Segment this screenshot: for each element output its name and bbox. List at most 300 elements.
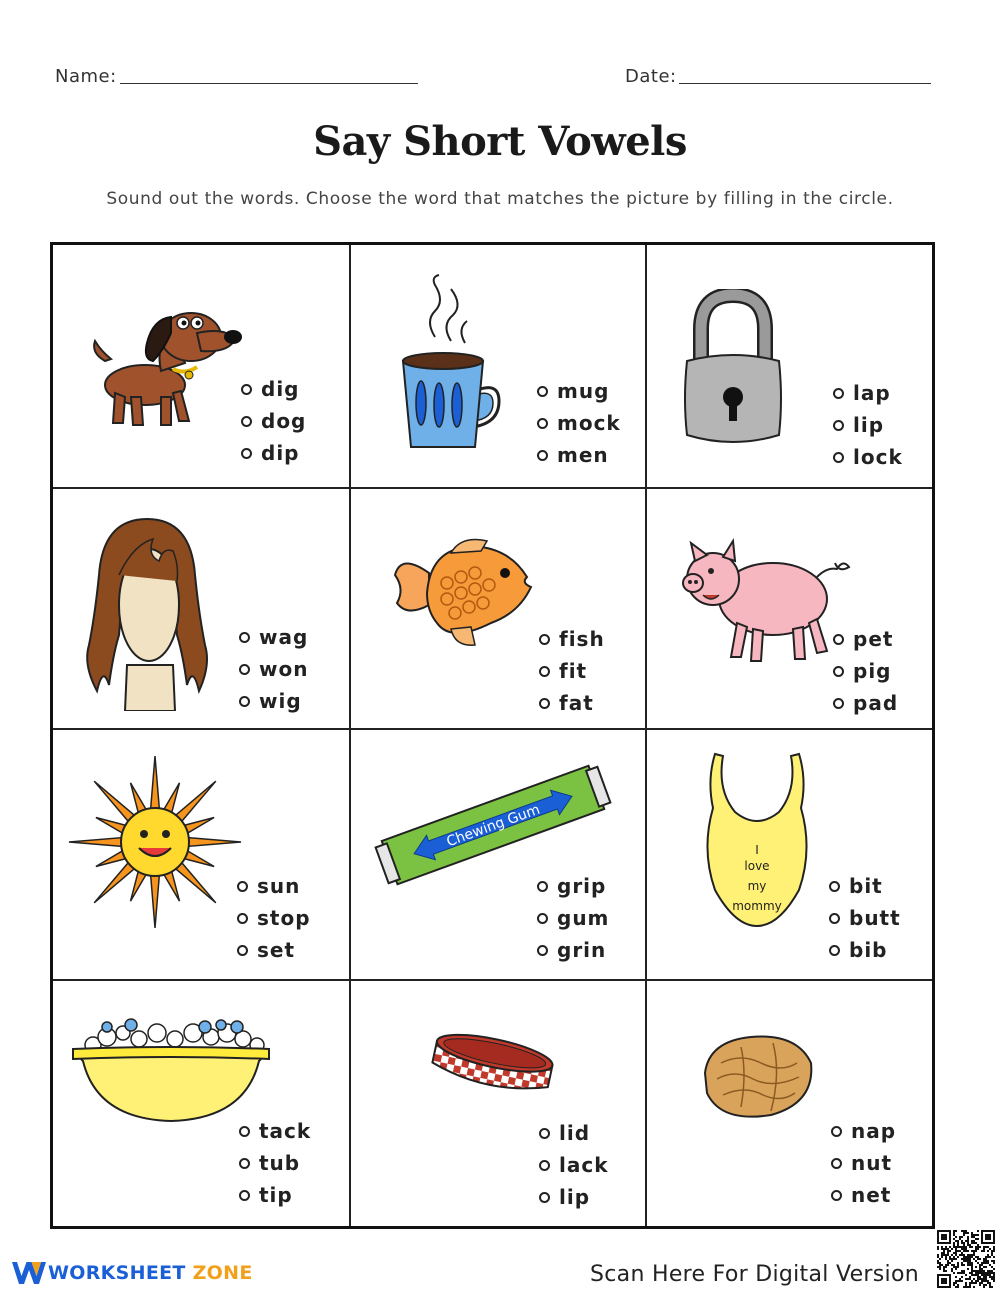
option-butt[interactable] [829,902,901,934]
qr-module [965,1246,967,1248]
qr-module [951,1264,953,1266]
option-label: sun [257,874,301,898]
qr-module [971,1242,973,1244]
qr-module [969,1246,971,1248]
qr-module [979,1282,981,1284]
option-mug[interactable] [537,375,621,407]
qr-module [965,1286,967,1288]
option-wig[interactable] [239,685,308,717]
w-logo-icon [10,1258,48,1288]
qr-module [957,1272,959,1274]
qr-module [971,1262,973,1264]
qr-module [963,1242,965,1244]
qr-module [971,1264,973,1266]
option-pet[interactable] [833,623,898,655]
qr-module [943,1266,945,1268]
option-fat[interactable] [539,687,605,719]
option-won[interactable] [239,653,308,685]
qr-module [993,1246,995,1248]
qr-module [947,1262,949,1264]
option-lid[interactable] [539,1117,609,1149]
qr-module [947,1250,949,1252]
answer-circle[interactable] [537,913,548,924]
options-lid [539,1117,609,1213]
qr-module [983,1262,985,1264]
qr-module [965,1250,967,1252]
qr-module [975,1280,977,1282]
cell-pig [647,489,932,730]
qr-module [993,1250,995,1252]
qr-module [941,1264,943,1266]
qr-module [939,1262,941,1264]
qr-module [983,1260,985,1262]
answer-circle[interactable] [537,386,548,397]
option-label: dip [261,441,300,465]
answer-circle[interactable] [537,881,548,892]
option-tip[interactable] [239,1179,311,1211]
qr-module [961,1230,963,1232]
qr-module [957,1256,959,1258]
qr-module [949,1246,951,1248]
qr-module [977,1262,979,1264]
qr-module [993,1280,995,1282]
qr-module [967,1268,969,1270]
options-nut [831,1115,896,1211]
option-bit[interactable] [829,870,901,902]
answer-circle[interactable] [239,632,250,643]
qr-module [993,1278,995,1280]
option-lock[interactable] [833,441,903,473]
answer-circle[interactable] [539,634,550,645]
option-label: tub [259,1151,301,1175]
qr-module [969,1254,971,1256]
qr-module [977,1272,979,1274]
qr-module [961,1242,963,1244]
qr-module [977,1256,979,1258]
qr-module [957,1262,959,1264]
cell-wig [53,489,351,730]
qr-module [959,1278,961,1280]
qr-module [977,1234,979,1236]
option-men[interactable] [537,439,621,471]
qr-module [961,1276,963,1278]
sun-ray [187,838,241,847]
sun-ray [151,874,160,928]
qr-module [961,1254,963,1256]
qr-module [973,1258,975,1260]
option-lip[interactable] [833,409,903,441]
qr-module [991,1278,993,1280]
qr-module [955,1258,957,1260]
answer-circle[interactable] [241,448,252,459]
answer-circle[interactable] [237,881,248,892]
qr-module [967,1250,969,1252]
qr-module [949,1250,951,1252]
qr-module [979,1266,981,1268]
option-sun[interactable] [237,870,311,902]
qr-module [957,1246,959,1248]
qr-module [977,1258,979,1260]
cell-nut [647,981,932,1226]
qr-module [971,1272,973,1274]
qr-module [981,1270,983,1272]
qr-module [965,1232,967,1234]
qr-module [949,1258,951,1260]
qr-module [967,1278,969,1280]
name-line[interactable] [120,83,418,84]
qr-module [993,1256,995,1258]
qr-module [985,1278,987,1280]
option-nap[interactable] [831,1115,896,1147]
brand-name [48,1262,253,1284]
qr-module [969,1262,971,1264]
qr-module [975,1246,977,1248]
qr-module [941,1278,947,1284]
qr-module [975,1250,977,1252]
option-nut[interactable] [831,1147,896,1179]
answer-circle[interactable] [831,1190,842,1201]
qr-module [975,1242,977,1244]
qr-module [945,1256,947,1258]
worksheet-zone-logo[interactable] [10,1258,253,1288]
cell-lid [351,981,647,1226]
qr-module [987,1256,989,1258]
qr-module [969,1264,971,1266]
qr-module [985,1262,987,1264]
answer-circle[interactable] [537,450,548,461]
options-wig [239,621,308,717]
qr-module [963,1272,965,1274]
qr-module [981,1262,983,1264]
sun-ray [69,838,123,847]
qr-module [963,1230,965,1232]
qr-module [967,1254,969,1256]
qr-module [957,1244,959,1246]
option-label: grip [557,874,607,898]
qr-module [971,1240,973,1242]
qr-module [953,1258,955,1260]
qr-module [971,1234,973,1236]
option-mock[interactable] [537,407,621,439]
qr-module [985,1272,987,1274]
answer-circle[interactable] [239,1158,250,1169]
option-label: bit [849,874,883,898]
qr-module [957,1240,959,1242]
answer-circle[interactable] [539,1128,550,1139]
cell-dog [53,245,351,489]
option-dog[interactable] [241,405,306,437]
qr-module [993,1268,995,1270]
qr-module [969,1272,971,1274]
option-label: lip [559,1185,591,1209]
brand-part-1: WORKSHEET [48,1262,186,1284]
qr-module [979,1258,981,1260]
answer-circle[interactable] [829,881,840,892]
answer-circle[interactable] [241,416,252,427]
qr-module [991,1270,993,1272]
answer-circle[interactable] [537,418,548,429]
qr-module [959,1246,961,1248]
qr-module [967,1258,969,1260]
options-mug [537,375,621,471]
qr-module [973,1236,975,1238]
option-lap[interactable] [833,377,903,409]
answer-circle[interactable] [537,945,548,956]
qr-module [961,1248,963,1250]
answer-circle[interactable] [833,634,844,645]
qr-module [961,1240,963,1242]
qr-module [947,1252,949,1254]
qr-module [959,1250,961,1252]
option-fit[interactable] [539,655,605,687]
qr-module [967,1238,969,1240]
answer-circle[interactable] [241,384,252,395]
option-dip[interactable] [241,437,306,469]
answer-circle[interactable] [831,1126,842,1137]
option-tack[interactable] [239,1115,311,1147]
wig-picture [83,515,211,711]
qr-module [989,1272,991,1274]
qr-module [983,1248,985,1250]
qr-module [961,1246,963,1248]
qr-module [967,1242,969,1244]
option-dig[interactable] [241,373,306,405]
answer-circle[interactable] [237,945,248,956]
qr-module [989,1270,991,1272]
answer-circle[interactable] [239,696,250,707]
cell-gum [351,730,647,981]
qr-module [977,1246,979,1248]
option-label: set [257,938,296,962]
qr-module [955,1246,957,1248]
qr-module [939,1264,941,1266]
options-fish [539,623,605,719]
sun-ray [94,781,136,823]
qr-module [963,1264,965,1266]
qr-module [937,1262,939,1264]
qr-module [953,1238,955,1240]
qr-module [961,1252,963,1254]
qr-module [971,1254,973,1256]
qr-module [983,1258,985,1260]
option-tub[interactable] [239,1147,311,1179]
qr-module [965,1284,967,1286]
qr-module [943,1250,945,1252]
qr-module [957,1250,959,1252]
qr-module [969,1276,971,1278]
option-lack[interactable] [539,1149,609,1181]
answer-circle[interactable] [831,1158,842,1169]
option-label: tack [259,1119,312,1143]
qr-module [971,1232,973,1234]
name-label: Name: [55,66,117,87]
qr-module [977,1244,979,1246]
qr-module [957,1242,959,1244]
qr-module [987,1272,989,1274]
option-net[interactable] [831,1179,896,1211]
qr-module [967,1244,969,1246]
qr-module [975,1282,977,1284]
option-stop[interactable] [237,902,311,934]
answer-circle[interactable] [239,1190,250,1201]
answer-circle[interactable] [833,420,844,431]
qr-module [979,1264,981,1266]
qr-module [953,1272,955,1274]
qr-module [945,1254,947,1256]
option-gum[interactable] [537,902,609,934]
answer-circle[interactable] [239,1126,250,1137]
qr-module [991,1286,993,1288]
qr-module [989,1274,991,1276]
option-label: bib [849,938,888,962]
qr-module [987,1270,989,1272]
qr-module [955,1266,957,1268]
qr-module [989,1282,991,1284]
qr-module [975,1270,977,1272]
qr-module [975,1248,977,1250]
answer-circle[interactable] [539,1192,550,1203]
scan-text: Scan Here For Digital Version [590,1262,919,1287]
qr-module [971,1236,973,1238]
qr-module [977,1276,979,1278]
qr-module [953,1234,955,1236]
qr-module [955,1240,957,1242]
qr-module [979,1276,981,1278]
qr-module [983,1284,985,1286]
qr-module [965,1230,967,1232]
qr-module [971,1256,973,1258]
qr-module [961,1264,963,1266]
option-grip[interactable] [537,870,609,902]
cell-tub [53,981,351,1226]
qr-module [973,1274,975,1276]
qr-module [947,1260,949,1262]
qr-module [985,1284,987,1286]
qr-module [953,1256,955,1258]
option-label: tip [259,1183,293,1207]
answer-circle[interactable] [833,666,844,677]
option-wag[interactable] [239,621,308,653]
qr-module [967,1236,969,1238]
answer-circle[interactable] [833,388,844,399]
qr-module [983,1286,985,1288]
option-label: lack [559,1153,609,1177]
qr-module [983,1274,985,1276]
qr-module [953,1282,955,1284]
qr-module [963,1258,965,1260]
qr-module [941,1254,943,1256]
qr-module [983,1280,985,1282]
qr-module [973,1242,975,1244]
answer-circle[interactable] [539,1160,550,1171]
qr-module [985,1256,987,1258]
answer-circle[interactable] [833,452,844,463]
qr-module [965,1282,967,1284]
qr-module [981,1272,983,1274]
qr-module [973,1282,975,1284]
option-label: nap [851,1119,897,1143]
brand-part-2: ZONE [192,1262,253,1284]
date-line[interactable] [679,83,931,84]
answer-circle[interactable] [237,913,248,924]
qr-module [965,1258,967,1260]
answer-circle[interactable] [239,664,250,675]
option-label: lock [853,445,903,469]
bib-text-line-2: love [744,859,770,873]
option-label: mock [557,411,621,435]
qr-module [973,1252,975,1254]
worksheet-grid [50,242,935,1229]
qr-module [981,1280,983,1282]
option-pig[interactable] [833,655,898,687]
fish-picture [391,533,537,653]
option-lip[interactable] [539,1181,609,1213]
qr-module [941,1252,943,1254]
qr-module [985,1274,987,1276]
qr-module [985,1260,987,1262]
qr-module [951,1254,953,1256]
bib-text-line-3: my [747,879,767,893]
options-dog [241,373,306,469]
dog-picture [85,293,245,433]
qr-module [967,1264,969,1266]
qr-module [955,1280,957,1282]
option-label: dog [261,409,307,433]
option-label: dig [261,377,300,401]
qr-module [947,1248,949,1250]
answer-circle[interactable] [833,698,844,709]
qr-module [991,1254,993,1256]
qr-module [983,1246,985,1248]
option-fish[interactable] [539,623,605,655]
qr-module [971,1270,973,1272]
qr-code-icon[interactable] [937,1230,995,1288]
qr-module [985,1280,987,1282]
answer-circle[interactable] [829,945,840,956]
answer-circle[interactable] [539,666,550,677]
qr-module [953,1244,955,1246]
mug-picture [395,271,515,451]
tub-picture [69,1015,273,1125]
option-grin[interactable] [537,934,609,966]
qr-module [951,1258,953,1260]
option-pad[interactable] [833,687,898,719]
qr-module [973,1286,975,1288]
answer-circle[interactable] [539,698,550,709]
qr-module [981,1278,983,1280]
qr-module [939,1268,941,1270]
qr-module [979,1284,981,1286]
qr-module [979,1268,981,1270]
qr-module [955,1268,957,1270]
qr-module [937,1256,939,1258]
answer-circle[interactable] [829,913,840,924]
qr-module [983,1278,985,1280]
qr-module [979,1278,981,1280]
qr-module [959,1280,961,1282]
qr-module [949,1256,951,1258]
qr-module [963,1246,965,1248]
qr-module [969,1286,971,1288]
qr-module [975,1256,977,1258]
option-bib[interactable] [829,934,901,966]
option-label: stop [257,906,311,930]
qr-module [967,1260,969,1262]
option-set[interactable] [237,934,311,966]
qr-module [937,1266,939,1268]
qr-module [945,1270,947,1272]
qr-module [969,1284,971,1286]
